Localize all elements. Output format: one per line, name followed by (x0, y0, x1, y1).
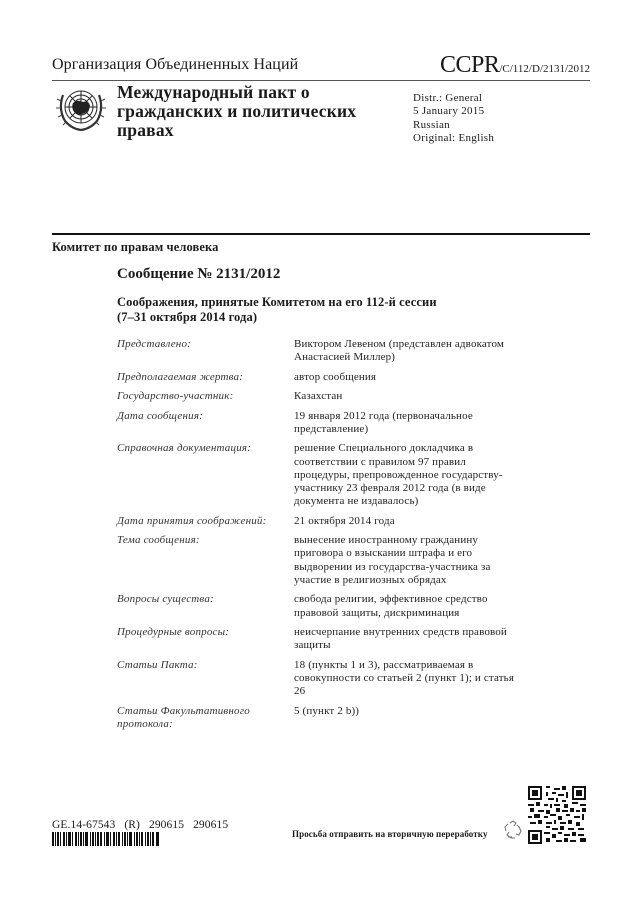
metadata-label: Справочная документация: (117, 442, 252, 455)
recycle-icon (502, 819, 524, 841)
metadata-row-state-party (117, 390, 517, 403)
metadata-value: 5 (пункт 2 b)) (294, 704, 360, 717)
metadata-value: неисчерпание внутренних средств правовой защиты (294, 626, 507, 652)
recycle-notice: Просьба отправить на вторичную переработку (292, 829, 488, 839)
metadata-row-covenant-articles (117, 659, 517, 699)
views-title (117, 295, 437, 325)
metadata-label: Государство-участник: (117, 390, 234, 403)
un-emblem-icon (55, 83, 107, 135)
metadata-row-date-of-communication (117, 410, 517, 436)
section-rule (52, 233, 590, 235)
metadata-table (117, 338, 517, 737)
views-title-line: Соображения, принятые Комитетом на его 112-й сессии (117, 295, 437, 309)
metadata-row-document-references (117, 442, 517, 508)
distribution-block (413, 92, 494, 145)
job-date-1: 290615 (148, 819, 185, 831)
covenant-title-line: правах (117, 120, 174, 140)
metadata-label: Процедурные вопросы: (117, 626, 230, 639)
metadata-label: Статьи Пакта: (117, 658, 198, 671)
document-symbol (440, 52, 590, 79)
metadata-value: 18 (пункты 1 и 3), рассматриваемая в совокупности со статьей 2 (пункт 1); и статья 26 (294, 658, 515, 698)
metadata-label: Дата сообщения: (117, 409, 204, 422)
committee-name: Комитет по правам человека (52, 240, 219, 254)
document-symbol-main: CCPR (439, 52, 500, 78)
metadata-value: Казахстан (294, 390, 343, 403)
communication-title: Сообщение № 2131/2012 (117, 266, 281, 282)
organization-name: Организация Объединенных Наций (52, 56, 299, 73)
job-date-2: 290615 (193, 819, 229, 831)
metadata-row-date-of-adoption (117, 515, 517, 528)
metadata-value: автор сообщения (294, 370, 377, 383)
document-job-number (52, 819, 228, 831)
document-symbol-sub: /C/112/D/2131/2012 (499, 63, 590, 75)
metadata-row-submitted-by (117, 338, 517, 364)
distribution-type: Distr.: General (413, 92, 483, 104)
metadata-value: свобода религии, эффективное средство правовой защиты, дискриминация (294, 593, 488, 619)
distribution-date: 5 January 2015 (413, 105, 485, 118)
views-title-line: (7–31 октября 2014 года) (117, 310, 258, 324)
job-code: GE.14-67543 (R) (52, 819, 140, 831)
original-language: Original: English (413, 131, 495, 144)
metadata-row-protocol-articles (117, 705, 517, 731)
metadata-label: Представлено: (117, 338, 192, 350)
qr-code-icon (528, 786, 586, 844)
metadata-row-subject-matter (117, 534, 517, 587)
metadata-value: вынесение иностранному гражданину приговора о взыскании штрафа и его выдворении из государства-участника за участие в религиозных обрядах (294, 534, 491, 586)
metadata-value: 19 января 2012 года (первоначальное представление) (294, 409, 473, 435)
covenant-title-line: Международный пакт о (117, 82, 310, 102)
metadata-row-substantive-issues (117, 593, 517, 619)
metadata-label: Дата принятия соображений: (117, 514, 267, 527)
metadata-row-alleged-victim (117, 371, 517, 384)
metadata-label: Статьи Факультативного протокола: (117, 704, 250, 730)
metadata-value: решение Специального докладчика в соответствии с правилом 97 правил процедуры, препровожденное государству-участнику 23 февраля 2012 года (в виде документа не издавалось) (294, 442, 503, 508)
covenant-title-line: гражданских и политических (117, 101, 357, 121)
metadata-row-procedural-issues (117, 626, 517, 652)
distribution-language: Russian (413, 118, 450, 131)
metadata-label: Вопросы существа: (117, 593, 214, 606)
covenant-title (117, 83, 356, 140)
metadata-label: Тема сообщения: (117, 534, 200, 547)
barcode-icon (52, 832, 159, 846)
metadata-value: 21 октября 2014 года (294, 514, 395, 527)
header-rule (52, 80, 590, 81)
metadata-label: Предполагаемая жертва: (117, 370, 244, 383)
metadata-value: Виктором Левеном (представлен адвокатом Анастасией Миллер) (294, 338, 505, 364)
